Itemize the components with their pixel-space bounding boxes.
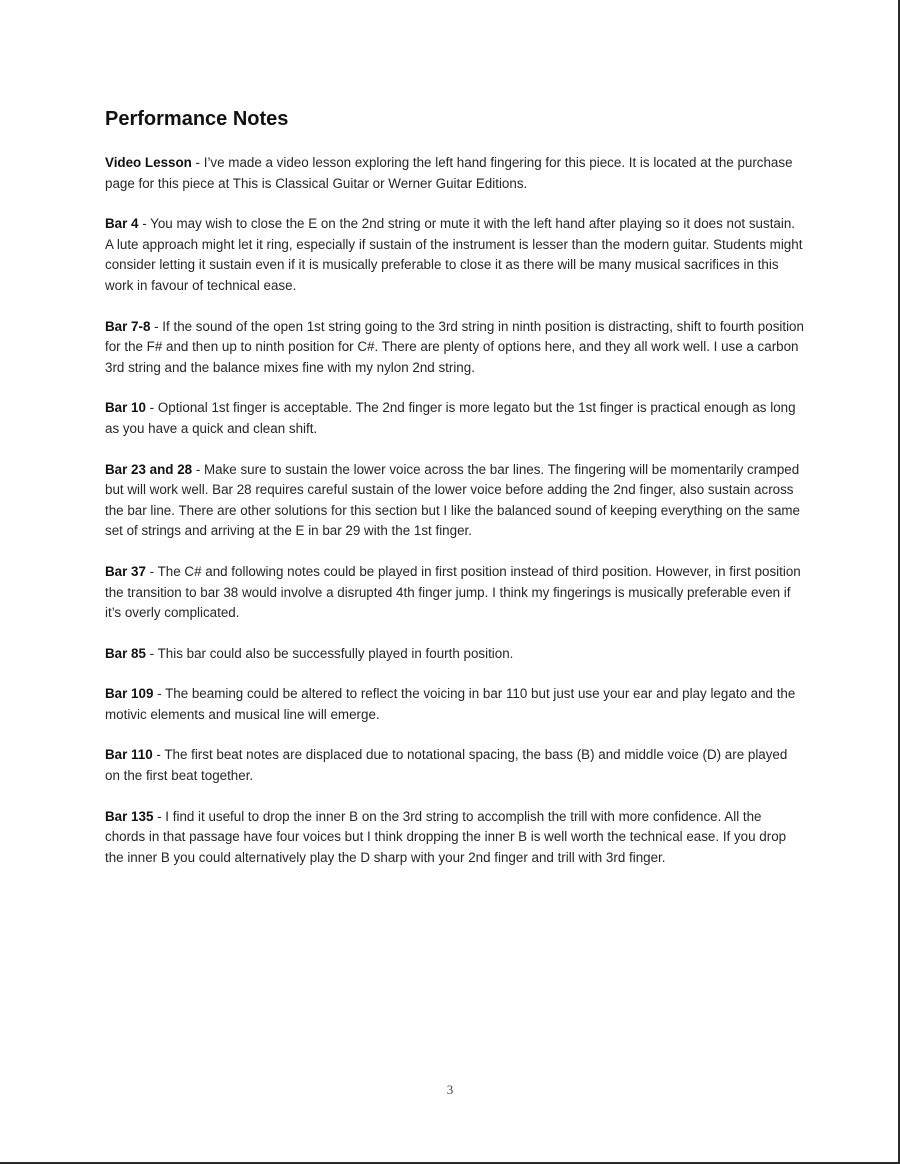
- note-text: - The first beat notes are displaced due to notational spacing, the bass (B) and middle voice (D) are played on the first beat together.: [105, 747, 788, 784]
- note-heading: Bar 10: [105, 400, 146, 416]
- note-text: - I find it useful to drop the inner B on the 3rd string to accomplish the trill with more confidence. All the chords in that passage have four voices but I think dropping the inner B is well worth the technical ease. If you drop the inner B you could alternatively play the D sharp with your 2nd finger and trill with 3rd finger.: [105, 808, 787, 865]
- note-text: - Optional 1st finger is acceptable. The 2nd finger is more legato but the 1st finger is practical enough as long as you have a quick and clean shift.: [105, 400, 796, 436]
- note-bar-23-and-28: [105, 460, 805, 542]
- note-video-lesson: [105, 153, 805, 194]
- note-heading: Bar 135: [105, 808, 154, 824]
- note-text: - Make sure to sustain the lower voice across the bar lines. The fingering will be momentarily cramped but will work well. Bar 28 requires careful sustain of the lower voice before adding the 2nd finger, also sustain across the bar line. There are other solutions for this section but I like the balanced sound of keeping everything on the same set of strings and arriving at the E in bar 29 with the 1st finger.: [105, 461, 801, 539]
- page-content: [105, 105, 805, 888]
- note-bar-109: [105, 684, 805, 725]
- note-bar-85: [105, 644, 805, 665]
- page-title: Performance Notes: [105, 108, 289, 130]
- note-bar-10: [105, 398, 805, 439]
- note-heading: Bar 23 and 28: [105, 461, 193, 477]
- note-heading: Bar 110: [105, 747, 153, 763]
- note-heading: Bar 109: [105, 686, 154, 702]
- note-heading: Bar 4: [105, 216, 139, 232]
- note-text: - The beaming could be altered to reflect the voicing in bar 110 but just use your ear and play legato and the motivic elements and musical line will emerge.: [105, 686, 796, 722]
- note-heading: Bar 37: [105, 563, 146, 579]
- note-bar-4: [105, 214, 805, 296]
- note-heading: Video Lesson: [105, 155, 192, 170]
- note-bar-110: [105, 745, 805, 786]
- note-text: - This bar could also be successfully played in fourth position.: [145, 645, 514, 661]
- note-text: - You may wish to close the E on the 2nd string or mute it with the left hand after playing so it does not sustain. A lute approach might let it ring, especially if sustain of the instrument is lesser than the modern guitar. Students might consider letting it sustain even if it is musically preferable to close it as there will be many musical sacrifices in this work in favour of technical ease.: [105, 216, 803, 293]
- note-text: - If the sound of the open 1st string going to the 3rd string in ninth position is distracting, shift to fourth position for the F# and then up to ninth position for C#. There are plenty of options here, and they all work well. I use a carbon 3rd string and the balance mixes fine with my nylon 2nd string.: [105, 318, 804, 375]
- note-bar-135: [105, 807, 805, 869]
- note-text: - I’ve made a video lesson exploring the left hand fingering for this piece. It is located at the purchase page for this piece at This is Classical Guitar or Werner Guitar Editions.: [105, 155, 793, 191]
- page-number: 3: [446, 1082, 454, 1097]
- note-text: - The C# and following notes could be played in first position instead of third position. However, in first position the transition to bar 38 would involve a disrupted 4th finger jump. I think my fingerings is musically preferable even if it’s overly complicated.: [105, 563, 801, 621]
- note-bar-7-8: [105, 317, 805, 379]
- note-heading: Bar 7-8: [105, 318, 151, 334]
- note-bar-37: [105, 562, 805, 624]
- note-heading: Bar 85: [105, 645, 146, 661]
